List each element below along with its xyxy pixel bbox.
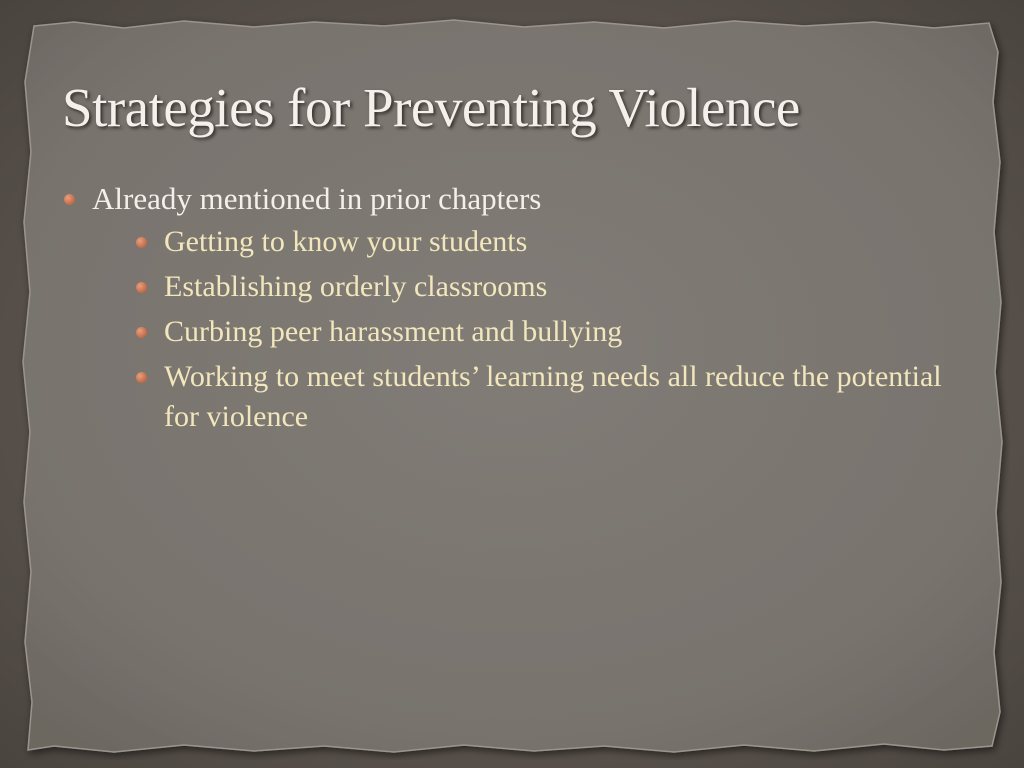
bullet-dot-icon (136, 282, 147, 293)
bullet-dot-icon (136, 327, 147, 338)
sub-list-item (92, 357, 982, 437)
sub-list-item (92, 222, 982, 262)
bullet-dot-icon (136, 372, 147, 383)
bullet-dot-icon (64, 194, 75, 205)
slide-body (62, 178, 982, 442)
sub-bullet-text: Getting to know your students (164, 225, 528, 258)
bullet-list (62, 178, 982, 437)
sub-bullet-text: Working to meet students’ learning needs all reduce the potential for violence (164, 360, 942, 433)
bullet-text: Already mentioned in prior chapters (92, 181, 542, 216)
list-item (62, 178, 982, 437)
sub-bullet-list (92, 222, 982, 437)
slide-title: Strategies for Preventing Violence (62, 77, 800, 138)
bullet-dot-icon (136, 237, 147, 248)
sub-bullet-text: Curbing peer harassment and bullying (164, 315, 623, 348)
sub-bullet-text: Establishing orderly classrooms (164, 270, 548, 303)
sub-list-item (92, 267, 982, 307)
sub-list-item (92, 312, 982, 352)
